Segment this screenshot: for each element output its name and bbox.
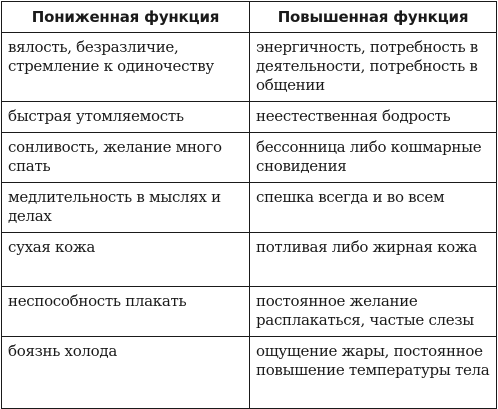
cell-increased: потливая либо жирная кожа xyxy=(250,233,497,287)
cell-reduced: боязнь холода xyxy=(2,337,250,409)
cell-increased: бессонница либо кошмарные сновидения xyxy=(250,133,497,183)
cell-reduced: сухая кожа xyxy=(2,233,250,287)
table-row xyxy=(2,287,497,337)
table-row xyxy=(2,233,497,287)
cell-increased: спешка всегда и во всем xyxy=(250,183,497,233)
header-increased-function: Повышенная функция xyxy=(250,2,497,33)
cell-increased: энергичность, потребность в деятельности, потребность в общении xyxy=(250,33,497,102)
header-reduced-function: Пониженная функция xyxy=(2,2,250,33)
table-body xyxy=(2,33,497,409)
comparison-table xyxy=(1,1,497,409)
header-row xyxy=(2,2,497,33)
cell-reduced: сонливость, желание много спать xyxy=(2,133,250,183)
cell-reduced: медлительность в мыслях и делах xyxy=(2,183,250,233)
cell-reduced: быстрая утомляемость xyxy=(2,102,250,133)
cell-reduced: вялость, безразличие, стремление к одиночеству xyxy=(2,33,250,102)
cell-increased: постоянное желание расплакаться, частые слезы xyxy=(250,287,497,337)
table-row xyxy=(2,33,497,102)
cell-increased: ощущение жары, постоянное повышение температуры тела xyxy=(250,337,497,409)
table-row xyxy=(2,183,497,233)
table-row xyxy=(2,337,497,409)
table-row xyxy=(2,133,497,183)
table-header xyxy=(2,2,497,33)
cell-reduced: неспособность плакать xyxy=(2,287,250,337)
cell-increased: неестественная бодрость xyxy=(250,102,497,133)
table-row xyxy=(2,102,497,133)
